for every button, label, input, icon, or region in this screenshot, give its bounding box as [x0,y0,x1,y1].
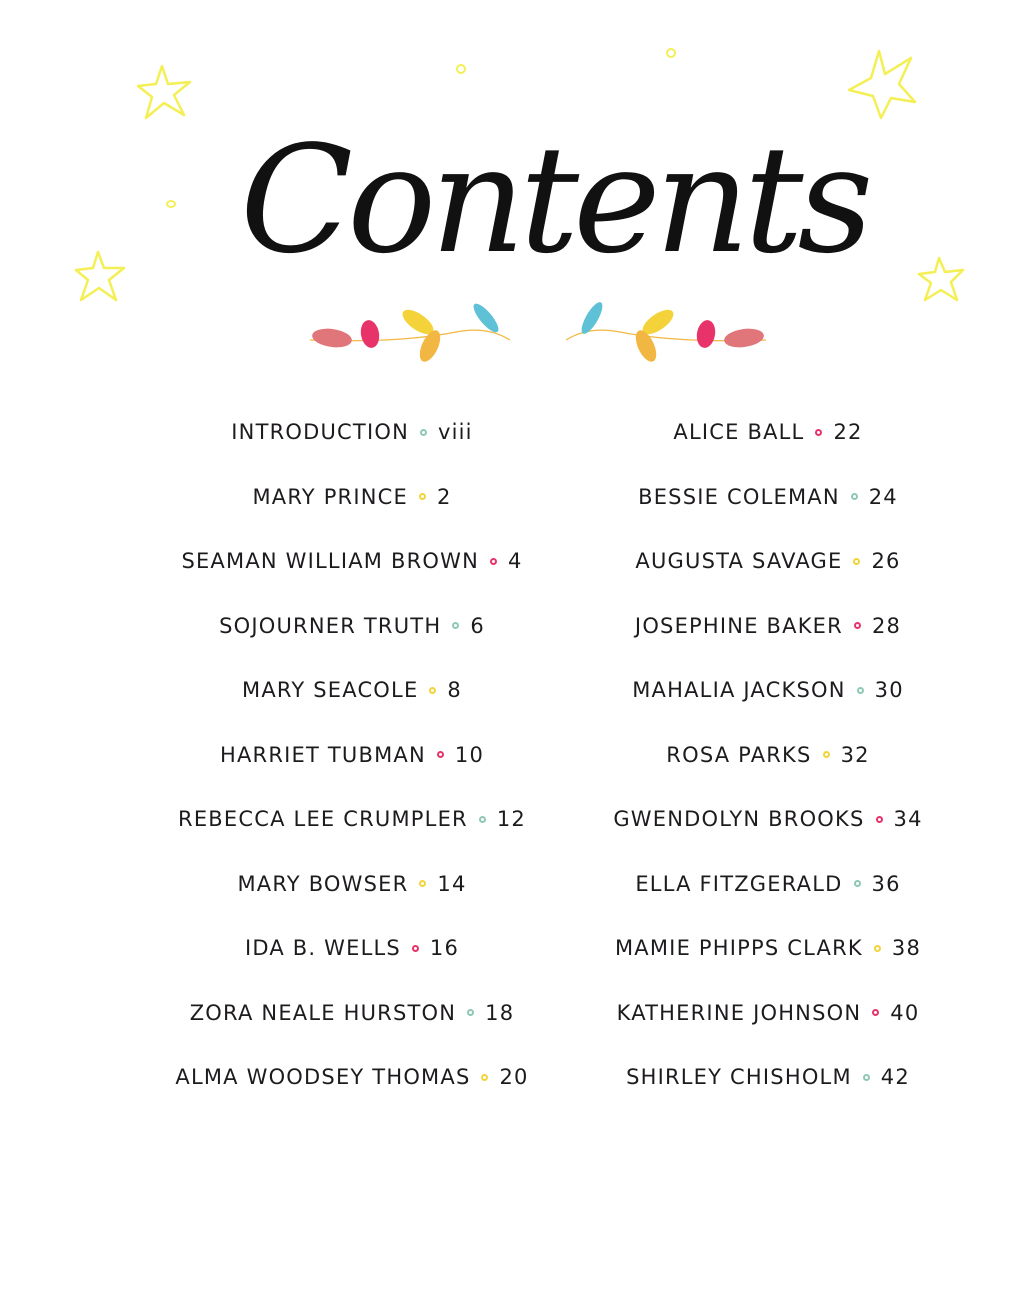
toc-entry-name: ALMA WOODSEY THOMAS [175,1065,471,1090]
toc-entry-name: SOJOURNER TRUTH [219,613,442,638]
toc-entry-page: 24 [868,484,898,509]
dot-icon [857,687,864,694]
toc-entry-name: MAMIE PHIPPS CLARK [614,936,863,961]
star-icon [915,254,969,304]
toc-entry-page: 30 [874,678,904,703]
dot-icon [420,429,427,436]
sparkle-icon [664,46,678,60]
dot-icon [419,493,426,500]
toc-entry[interactable] [152,465,552,530]
toc-entry[interactable] [568,1045,968,1110]
toc-entry-page: 38 [891,936,922,961]
toc-entry-name: MARY SEACOLE [242,678,419,703]
toc-entry-name: HARRIET TUBMAN [219,742,426,767]
sparkle-icon [164,198,178,210]
dot-icon [452,622,459,629]
toc-entry-name: BESSIE COLEMAN [638,484,840,509]
toc-entry-name: AUGUSTA SAVAGE [635,549,843,574]
toc-entry-page: 10 [454,742,485,767]
toc-entry[interactable] [152,916,552,981]
toc-entry-name: MARY PRINCE [252,484,408,509]
dot-icon [851,493,858,500]
toc-entry-name: GWENDOLYN BROOKS [613,807,865,832]
dot-icon [854,880,861,887]
leaf-vine-right-icon [560,296,770,368]
dot-icon [479,816,486,823]
toc-entry[interactable] [152,1045,552,1110]
toc-entry-page: 18 [485,1000,515,1025]
toc-entry[interactable] [568,529,968,594]
toc-entry[interactable] [568,852,968,917]
title-wrap [240,95,868,305]
toc-entry[interactable] [568,787,968,852]
toc-entry[interactable] [568,916,968,981]
toc-entry-page: 12 [496,807,526,832]
toc-entry-page: 26 [871,549,901,574]
dot-icon [854,622,861,629]
toc-entry-page: 40 [890,1000,920,1025]
toc-entry-page: 20 [499,1065,529,1090]
toc-entry-page: 28 [871,613,902,638]
sparkle-icon [454,62,468,76]
toc-column-left [152,400,552,1110]
toc-entry-page: 14 [437,871,467,896]
toc-entry[interactable] [568,981,968,1046]
dot-icon [874,945,881,952]
toc-entry-page: 42 [880,1065,910,1090]
toc-entry[interactable] [152,529,552,594]
dot-icon [419,880,426,887]
toc-entry[interactable] [568,594,968,659]
toc-entry[interactable] [152,658,552,723]
dot-icon [853,558,860,565]
dot-icon [437,751,444,758]
toc-entry-name: SEAMAN WILLIAM BROWN [181,549,479,574]
toc-entry-name: JOSEPHINE BAKER [634,613,843,638]
toc-entry-page: 34 [893,807,923,832]
toc-entry[interactable] [152,852,552,917]
toc-entry-name: MARY BOWSER [237,871,409,896]
toc-entry-page: 36 [871,871,901,896]
toc-entry[interactable] [568,723,968,788]
toc-entry-page: 4 [507,549,523,574]
toc-entry[interactable] [152,594,552,659]
dot-icon [429,687,436,694]
toc-entry[interactable] [152,400,552,465]
toc-entry-name: IDA B. WELLS [244,936,401,961]
toc-entry-page: 2 [436,484,452,509]
toc-entry-name: INTRODUCTION [231,420,409,445]
star-icon [134,62,196,122]
dot-icon [872,1009,879,1016]
toc-entry-page: 16 [429,936,460,961]
toc-entry-page: viii [437,420,473,445]
toc-entry[interactable] [568,465,968,530]
toc-entry[interactable] [152,723,552,788]
dot-icon [467,1009,474,1016]
star-icon [843,46,919,122]
toc-entry-page: 6 [470,613,485,638]
toc-entry-page: 22 [833,420,863,445]
dot-icon [490,558,497,565]
toc-entry[interactable] [568,400,968,465]
toc-entry-name: ALICE BALL [673,420,805,445]
toc-column-right [568,400,968,1110]
star-icon [72,248,130,304]
toc-entry[interactable] [152,787,552,852]
toc-entry[interactable] [568,658,968,723]
toc-entry-page: 32 [840,742,870,767]
dot-icon [412,945,419,952]
toc-entry-name: SHIRLEY CHISHOLM [626,1065,852,1090]
leaf-vine-left-icon [306,296,516,368]
dot-icon [863,1074,870,1081]
toc-entry[interactable] [152,981,552,1046]
toc-entry-name: ELLA FITZGERALD [635,871,843,896]
dot-icon [481,1074,488,1081]
toc-entry-page: 8 [447,678,462,703]
toc-entry-name: ROSA PARKS [666,742,812,767]
toc-entry-name: ZORA NEALE HURSTON [189,1000,457,1025]
dot-icon [823,751,830,758]
page-title: Contents [240,114,868,286]
dot-icon [876,816,883,823]
toc-entry-name: KATHERINE JOHNSON [616,1000,862,1025]
toc-entry-name: MAHALIA JACKSON [632,678,846,703]
dot-icon [815,429,822,436]
toc-entry-name: REBECCA LEE CRUMPLER [178,807,468,832]
